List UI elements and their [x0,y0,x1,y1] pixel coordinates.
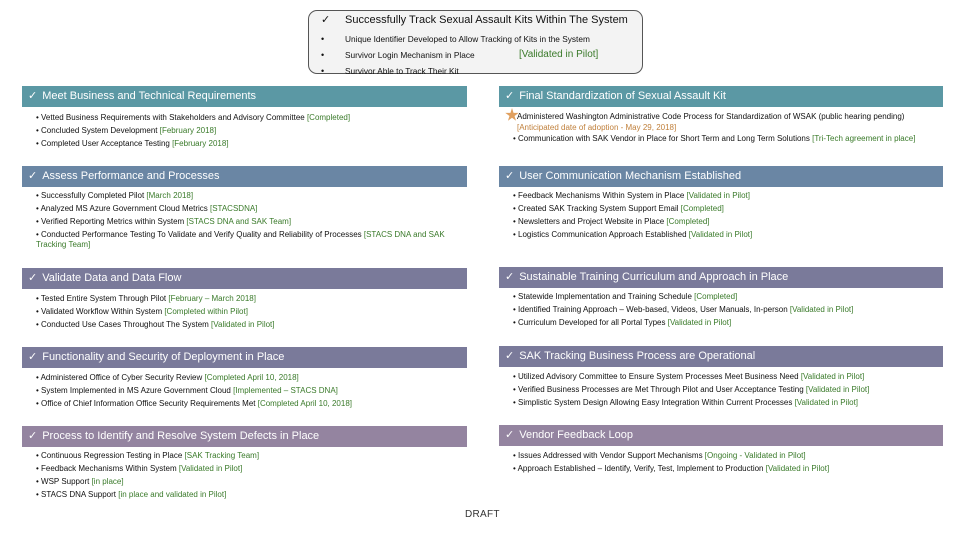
list-item: • Feedback Mechanisms Within System in Place [Validated in Pilot] [513,191,750,200]
check-icon: ✓ [505,170,515,182]
check-icon: ✓ [505,90,515,102]
section-header-data-flow: ✓ Validate Data and Data Flow [22,268,467,289]
requirements-list [36,111,350,150]
check-icon: ✓ [28,90,38,102]
section-header-training: ✓ Sustainable Training Curriculum and Approach in Place [499,267,943,288]
list-item: • Utilized Advisory Committee to Ensure System Processes Meet Business Need [Validated in Pilot] [513,372,865,381]
performance-list [36,189,466,250]
list-item: • Statewide Implementation and Training Schedule [Completed] [513,292,738,301]
business-process-list [513,370,869,409]
summary-box [308,10,643,74]
section-header-standardization: ✓ Final Standardization of Sexual Assault Kit [499,86,943,107]
check-icon: ✓ [28,272,38,284]
list-item: • Issues Addressed with Vendor Support Mechanisms [Ongoing - Validated in Pilot] [513,451,806,460]
check-icon: ✓ [505,429,515,441]
list-item: • Office of Chief Information Office Security Requirements Met [Completed April 10, 2018] [36,399,352,408]
list-item: • Completed User Acceptance Testing [February 2018] [36,139,229,148]
summary-status: [Validated in Pilot] [519,49,599,60]
data-flow-list [36,292,275,331]
bullet-icon: • [321,34,325,44]
list-item: • Simplistic System Design Allowing Easy Integration Within Current Processes [Validated in Pilot] [513,398,859,407]
check-icon: ✓ [28,430,38,442]
list-item: • Successfully Completed Pilot [March 2018] [36,191,194,200]
list-item: • Vetted Business Requirements with Stakeholders and Advisory Committee [Completed] [36,113,351,122]
summary-title-row [321,13,628,26]
list-item: • Unique Identifier Developed to Allow Tracking of Kits in the System [321,31,590,47]
list-item: • Approach Established – Identify, Verify, Test, Implement to Production [Validated in Pilot] [513,464,830,473]
list-item: • Feedback Mechanisms Within System [Validated in Pilot] [36,464,243,473]
list-item: • Conducted Use Cases Throughout The System [Validated in Pilot] [36,320,275,329]
list-item: • Communication with SAK Vendor in Place for Short Term and Long Term Solutions [Tri-Tech agreement in place] [513,134,916,143]
defects-list [36,449,259,501]
list-item: • Tested Entire System Through Pilot [February – March 2018] [36,294,256,303]
section-header-business-process: ✓ SAK Tracking Business Process are Operational [499,346,943,367]
list-item: • Newsletters and Project Website in Place [Completed] [513,217,710,226]
section-header-communication: ✓ User Communication Mechanism Established [499,166,943,187]
check-icon: ✓ [28,351,38,363]
section-header-vendor-feedback: ✓ Vendor Feedback Loop [499,425,943,446]
list-item: • Logistics Communication Approach Established [Validated in Pilot] [513,230,753,239]
communication-list [513,189,752,241]
check-icon: ✓ [321,14,331,26]
list-item: • WSP Support [in place] [36,477,124,486]
vendor-feedback-list [513,449,829,475]
check-icon: ✓ [505,350,515,362]
list-item: • Survivor Login Mechanism in Place [321,47,590,63]
security-list [36,371,352,410]
list-item: • Conducted Performance Testing To Validate and Verify Quality and Reliability of Processes [STACS DNA and SAK Tracking Team] [36,230,445,249]
list-item: • Verified Reporting Metrics within System [STACS DNA and SAK Team] [36,217,292,226]
list-item: • Continuous Regression Testing in Place [SAK Tracking Team] [36,451,260,460]
list-item: • Identified Training Approach – Web-based, Videos, User Manuals, In-person [Validated in Pilot] [513,305,854,314]
section-header-defects: ✓ Process to Identify and Resolve System Defects in Place [22,426,467,447]
check-icon: ✓ [28,170,38,182]
list-item: • Concluded System Development [February 2018] [36,126,217,135]
check-icon: ✓ [505,271,515,283]
draft-label: DRAFT [465,509,500,520]
bullet-icon: • [321,50,325,60]
list-item: • Administered Office of Cyber Security Review [Completed April 10, 2018] [36,373,299,382]
standardization-list [513,111,937,144]
bullet-icon: • [321,66,325,76]
section-header-performance: ✓ Assess Performance and Processes [22,166,467,187]
training-list [513,290,853,329]
list-item: • Analyzed MS Azure Government Cloud Metrics [STACSDNA] [36,204,258,213]
list-item: Administered Washington Administrative Code Process for Standardization of WSAK (public hearing pending) [Anticipated date of adoption - May 29, 2018] [517,112,905,132]
list-item: • Curriculum Developed for all Portal Types [Validated in Pilot] [513,318,732,327]
list-item: • System Implemented in MS Azure Government Cloud [Implemented – STACS DNA] [36,386,338,395]
section-header-requirements: ✓ Meet Business and Technical Requirements [22,86,467,107]
list-item: • Survivor Able to Track Their Kit [321,63,590,79]
list-item: • Verified Business Processes are Met Through Pilot and User Acceptance Testing [Validated in Pilot] [513,385,870,394]
section-header-security: ✓ Functionality and Security of Deployment in Place [22,347,467,368]
list-item: • Created SAK Tracking System Support Email [Completed] [513,204,724,213]
list-item: • STACS DNA Support [in place and validated in Pilot] [36,490,227,499]
list-item: • Validated Workflow Within System [Completed within Pilot] [36,307,248,316]
summary-title: Successfully Track Sexual Assault Kits Within The System [345,14,628,26]
